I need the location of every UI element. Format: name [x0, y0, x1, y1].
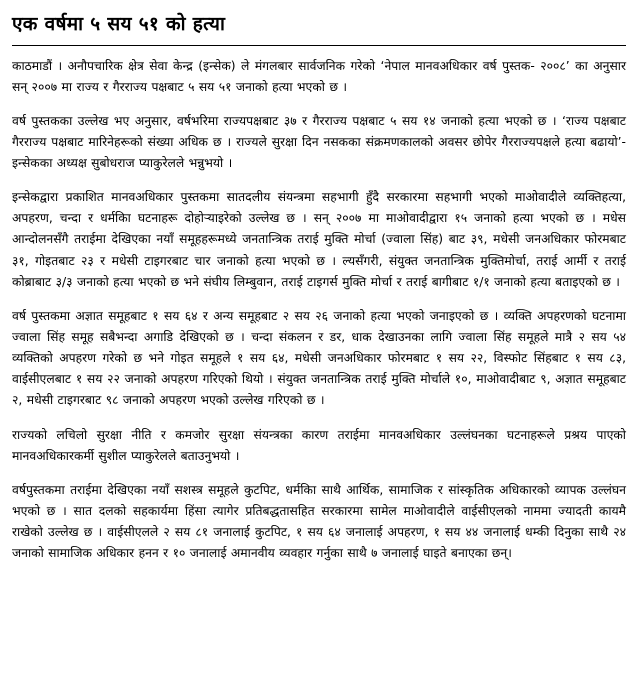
- page-title: एक वर्षमा ५ सय ५१ को हत्या: [12, 13, 226, 35]
- article-paragraph: राज्यको लचिलो सुरक्षा नीति र कमजोर सुरक्षा संयन्त्रका कारण तराईमा मानवअधिकार उल्लंघनका घटनाहरूले प्रश्रय पाएको मानवअधिकारकर्मी सुशील प्याकुरेलले बताउनुभयो ।: [12, 427, 626, 463]
- article-paragraph: वर्ष पुस्तकमा अज्ञात समूहबाट १ सय ६४ र अन्य समूहबाट २ सय २६ जनाको हत्या भएको जनाइएको छ । व्यक्ति अपहरणको घटनामा ज्वाला सिंह समूह सबैभन्दा अगाडि देखिएको छ । चन्दा संकलन र डर, धाक देखाउनका लागि ज्वाला सिंह समूहले मात्रै २ सय ५४ व्यक्तिको अपहरण गरेको छ भने गोइत समूहले १ सय ६४, मधेसी जनअधिकार फोरमबाट १ सय २२, विस्फोट सिंहबाट १ सय ८३, वाईसीएलबाट १ सय २२ जनाको अपहरण गरिएको थियो । संयुक्त जनतान्त्रिक तराई मुक्ति मोर्चाले १०, माओवादीबाट ९, अज्ञात समूहबाट २, मधेसी टाइगरबाट ९८ जनाको अपहरण भएको उल्लेख गरिएको छ ।: [12, 308, 626, 408]
- article-paragraph: इन्सेकद्वारा प्रकाशित मानवअधिकार पुस्तकमा सातदलीय संयन्त्रमा सहभागी हुँदै सरकारमा सहभागी भएको माओवादीले व्यक्तिहत्या, अपहरण, चन्दा र धर्मकिा घटनाहरू दोहोऱ्याइरेको उल्लेख छ । सन् २००७ मा माओवादीद्वारा १५ जनाको हत्या भएको छ । मधेस आन्दोलनसँगै तराईमा देखिएका नयाँ समूहहरूमध्ये जनतान्त्रिक तराई मुक्ति मोर्चा (ज्वाला सिंह) बाट ३९, मधेसी जनअधिकार फोरमबाट ३१, गोइतबाट २३ र मधेसी टाइगरबाट चार जनाको हत्या भएको छ । ल्यसँगरी, संयुक्त जनतान्त्रिक मुक्तिमोर्चा, तराई आर्मी र तराई कोब्राबाट ३/३ जनाको हत्या भएको छ भने संघीय लिम्बुवान, तराई टाइगर्स मुक्ति मोर्चा र तराई बागीबाट १/१ जनाको हत्या बताइएको छ ।: [12, 190, 626, 289]
- title-divider: [12, 45, 626, 46]
- article-paragraph: वर्षपुस्तकमा तराईमा देखिएका नयाँ सशस्त्र समूहले कुटपिट, धर्मकिा साथै आर्थिक, सामाजिक र सांस्कृतिक अधिकारको व्यापक उल्लंघन भएको छ । सात दलको सहकार्यमा हिंसा त्यागेर प्रतिबद्धतासहित सरकारमा सामेल माओवादीले वाईसीएलको नाममा ज्यादती कायमै राखेको उल्लेख छ । वाईसीएलले २ सय ८१ जनालाई कुटपिट, १ सय ६४ जनालाई अपहरण, १ सय ४४ जनालाई धम्की दिनुका साथै २४ जनाको सामाजिक अधिकार हनन र १० जनालाई अमानवीय व्यवहार गर्नुका साथै ७ जनालाई घाइते बनाएका छन्।: [12, 482, 626, 561]
- article-paragraph: वर्ष पुस्तकका उल्लेख भए अनुसार, वर्षभरिमा राज्यपक्षबाट ३७ र गैरराज्य पक्षबाट ५ सय १४ जनाको हत्या भएको छ । ‘राज्य पक्षबाट गैरराज्य पक्षबाट मारिनेहरूको संख्या अधिक छ । राज्यले सुरक्षा दिन नसकका संक्रमणकालको अवसर छोपेर गैरराज्यपक्षले हत्या बढायो’- इन्सेकका अध्यक्ष सुबोधराज प्याकुरेलले भन्नुभयो ।: [12, 113, 626, 171]
- article-paragraph: काठमाडौं । अनौपचारिक क्षेत्र सेवा केन्द्र (इन्सेक) ले मंगलबार सार्वजनिक गरेको ‘नेपाल मानवअधिकार वर्ष पुस्तक- २००८’ का अनुसार सन् २००७ मा राज्य र गैरराज्य पक्षबाट ५ सय ५१ जनाको हत्या भएको छ ।: [12, 58, 626, 94]
- article-body: [12, 56, 626, 565]
